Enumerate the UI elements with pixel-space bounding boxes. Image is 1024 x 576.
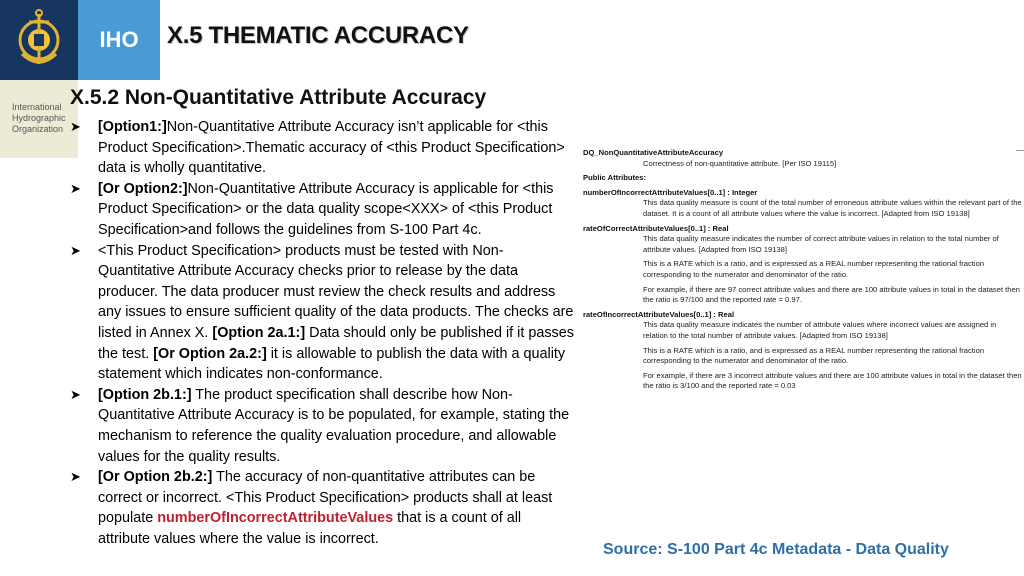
iho-logo [78,0,160,80]
list-item: ➤ [Option 2b.1:] The product specification shall describe how Non-Quantitative Attribute Accuracy is to be populated, for example, stating the mechanism to reference the quality evaluation procedure, and allowable values for the quality results. [70,386,570,465]
attribute-description: This data quality measure indicates the number of correct attribute values in relation to the total number of attribute values. [Adapted from ISO 19138] [643,234,999,254]
arrow-bullet-icon: ➤ [70,180,81,196]
attribute-name: numberOfIncorrectAttributeValues[0..1] : Integer [583,187,758,197]
uml-class-panel [583,148,1023,468]
attribute-description: For example, if there are 97 correct attribute values and there are 100 attribute values in total in the dataset then the ratio is 97/100 and the reported rate = 0.97. [643,284,1020,305]
org-name: International Hydrographic Organization [12,102,66,134]
attribute-description: This is a RATE which is a ratio, and is expressed as a REAL number representing the rational fraction corresponding to the numerator and denominator of the ratio. [643,345,985,366]
section-heading: X.5.2 Non-Quantitative Attribute Accuracy [70,86,487,109]
anchor-emblem-icon [0,0,78,80]
attribute-description: For example, if there are 3 incorrect attribute values and there are 100 attribute values in total in the dataset then the ratio is 3/100 and the reported rate = 0.03 [643,370,1022,391]
public-attributes-label: Public Attributes: [583,173,647,183]
attribute-name: rateOfCorrectAttributeValues[0..1] : Real [583,223,729,233]
list-item: ➤ <This Product Specification> products must be tested with Non-Quantitative Attribute Accuracy checks prior to release by the data producer. The data producer must review the check results and address any issues to ensure sufficient quality of the data products. The checks are listed in Annex X. [Option 2a.1:] Data should only be published if it passes the test. [Or Option 2a.2:] it is allowable to publish the data with a quality statement which indicates non-conformance. [70,242,574,383]
list-item: ➤ [Or Option2:]Non-Quantitative Attribute Accuracy is applicable for <this Product Specification> or the data quality scope<XXX> of <this Product Specification>and follows the guidelines from S-100 Part 4c. [70,180,554,238]
class-name: DQ_NonQuantitativeAttributeAccuracy [583,148,724,157]
org-name-block [0,80,78,158]
attribute-name: rateOfIncorrectAttributeValues[0..1] : Real [583,309,735,319]
arrow-bullet-icon: ➤ [70,242,81,258]
attribute-description: This data quality measure indicates the number of attribute values where incorrect values are assigned in relation to the total number of attribute values. [Adapted from ISO 19138] [643,320,997,340]
list-item: ➤ [Or Option 2b.2:] The accuracy of non-quantitative attributes can be correct or incorrect. <This Product Specification> products shall at least populate numberOfIncorrectAttributeValues that is a count of all attribute values where the value is incorrect. [70,469,553,547]
arrow-bullet-icon: ➤ [70,469,81,485]
attribute-description: This data quality measure is count of the total number of erroneous attribute values within the relevant part of the dataset. It is a count of all attribute values where the value is incorrect. [Adapted from ISO 19138] [643,198,1022,218]
iho-emblem [0,0,78,80]
class-description: Correctness of non-quantitative attribute. [Per ISO 19115] [643,158,837,168]
source-caption: Source: S-100 Part 4c Metadata - Data Quality [603,541,949,558]
attribute-highlight: numberOfIncorrectAttributeValues [157,510,394,527]
iho-logo-text: IHO [99,27,139,52]
arrow-bullet-icon: ➤ [70,386,81,402]
slide-title: X.5 THEMATIC ACCURACY [167,22,469,49]
list-item: ➤ [Option1:]Non-Quantitative Attribute Accuracy isn’t applicable for <this Product Specification>.Thematic accuracy of <this Product Specification> data is wholly quantitative. [70,119,565,177]
attribute-description: This is a RATE which is a ratio, and is expressed as a REAL number representing the rational fraction corresponding to the numerator and denominator of the ratio. [643,259,985,279]
arrow-bullet-icon: ➤ [70,119,81,134]
bullet-list [70,117,575,549]
